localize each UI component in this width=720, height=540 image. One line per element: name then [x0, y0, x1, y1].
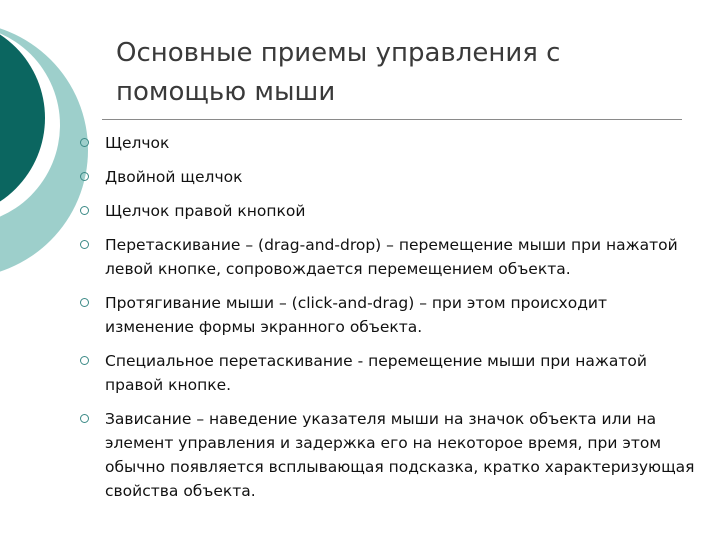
bullet-item-hover [80, 407, 700, 503]
bullet-circle-icon [80, 206, 89, 215]
bullet-text: Перетаскивание – (drag-and-drop) – перемещение мыши при нажатой левой кнопке, сопровождается перемещением объекта. [105, 236, 678, 278]
slide-title-line-2: помощью мыши [116, 77, 336, 107]
title-divider [102, 119, 682, 120]
bullet-text: Щелчок [105, 134, 170, 152]
slide-title-line-1: Основные приемы управления с [116, 38, 561, 68]
bullet-circle-icon [80, 356, 89, 365]
bullet-item-right-click [80, 199, 700, 223]
slide-title [116, 34, 676, 112]
bullet-list [80, 131, 700, 513]
bullet-text: Специальное перетаскивание - перемещение мыши при нажатой правой кнопке. [105, 352, 647, 394]
bullet-item-click [80, 131, 700, 155]
bullet-circle-icon [80, 138, 89, 147]
bullet-item-drag-and-drop [80, 233, 700, 281]
bullet-circle-icon [80, 172, 89, 181]
bullet-text: Двойной щелчок [105, 168, 243, 186]
bullet-circle-icon [80, 298, 89, 307]
bullet-item-special-drag [80, 349, 700, 397]
bullet-item-double-click [80, 165, 700, 189]
bullet-text: Протягивание мыши – (click-and-drag) – при этом происходит изменение формы экранного объекта. [105, 294, 608, 336]
bullet-circle-icon [80, 240, 89, 249]
bullet-item-click-and-drag [80, 291, 700, 339]
bullet-circle-icon [80, 414, 89, 423]
bullet-text: Щелчок правой кнопкой [105, 202, 306, 220]
decorative-circles [0, 0, 90, 300]
bullet-text: Зависание – наведение указателя мыши на значок объекта или на элемент управления и задержка его на некоторое время, при этом обычно появляется всплывающая подсказка, кратко характеризующая свойства объекта. [105, 410, 695, 500]
